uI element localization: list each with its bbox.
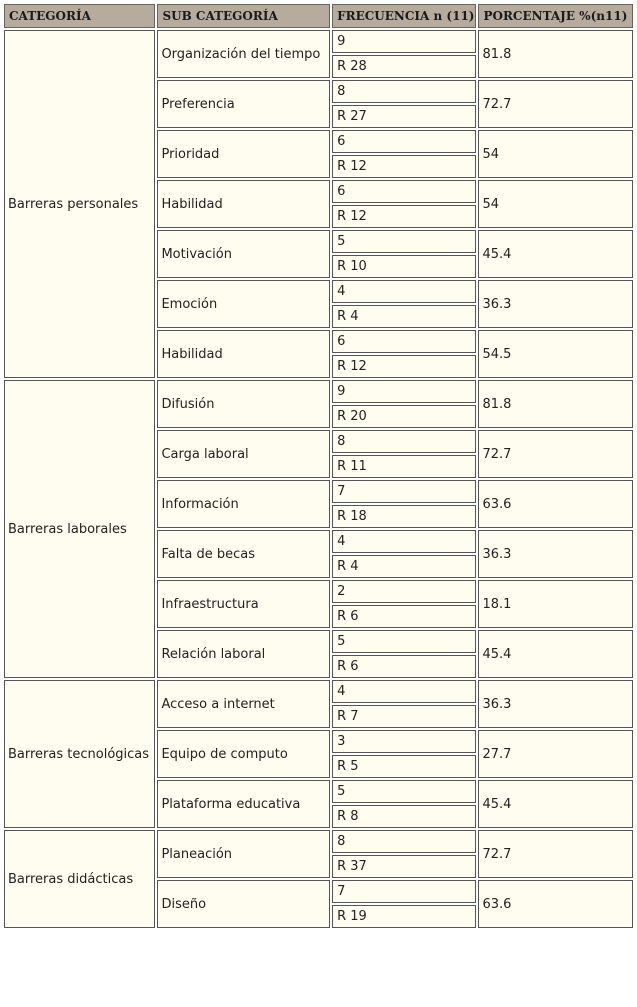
- frequency-cell: 2: [332, 580, 476, 603]
- frequency-cell: 6: [332, 180, 476, 203]
- reference-count-cell: R 18: [332, 505, 476, 528]
- frequency-cell: 8: [332, 80, 476, 103]
- header-sub-categoria: SUB CATEGORÍA: [157, 4, 330, 28]
- percentage-cell: 63.6: [478, 880, 633, 928]
- table-row: [4, 830, 633, 853]
- percentage-cell: 72.7: [478, 430, 633, 478]
- reference-count-cell: R 37: [332, 855, 476, 878]
- reference-count-cell: R 4: [332, 555, 476, 578]
- frequency-cell: 8: [332, 830, 476, 853]
- subcategory-cell: Emoción: [157, 280, 330, 328]
- subcategory-cell: Motivación: [157, 230, 330, 278]
- subcategory-cell: Prioridad: [157, 130, 330, 178]
- frequency-cell: 5: [332, 780, 476, 803]
- header-porcentaje: PORCENTAJE %(n11): [478, 4, 633, 28]
- reference-count-cell: R 12: [332, 155, 476, 178]
- percentage-cell: 54: [478, 130, 633, 178]
- header-row: [4, 4, 633, 28]
- category-cell: Barreras laborales: [4, 380, 155, 678]
- reference-count-cell: R 8: [332, 805, 476, 828]
- reference-count-cell: R 12: [332, 205, 476, 228]
- frequency-cell: 4: [332, 530, 476, 553]
- reference-count-cell: R 4: [332, 305, 476, 328]
- subcategory-cell: Difusión: [157, 380, 330, 428]
- header-categoria: CATEGORÍA: [4, 4, 155, 28]
- percentage-cell: 45.4: [478, 230, 633, 278]
- subcategory-cell: Preferencia: [157, 80, 330, 128]
- reference-count-cell: R 19: [332, 905, 476, 928]
- subcategory-cell: Carga laboral: [157, 430, 330, 478]
- frequency-cell: 5: [332, 630, 476, 653]
- frequency-cell: 9: [332, 30, 476, 53]
- percentage-cell: 72.7: [478, 80, 633, 128]
- percentage-cell: 27.7: [478, 730, 633, 778]
- subcategory-cell: Información: [157, 480, 330, 528]
- percentage-cell: 72.7: [478, 830, 633, 878]
- table-header: [4, 4, 633, 28]
- reference-count-cell: R 27: [332, 105, 476, 128]
- percentage-cell: 54.5: [478, 330, 633, 378]
- table-body: [4, 30, 633, 928]
- subcategory-cell: Falta de becas: [157, 530, 330, 578]
- reference-count-cell: R 6: [332, 655, 476, 678]
- reference-count-cell: R 10: [332, 255, 476, 278]
- reference-count-cell: R 7: [332, 705, 476, 728]
- frequency-cell: 7: [332, 480, 476, 503]
- frequency-cell: 5: [332, 230, 476, 253]
- percentage-cell: 45.4: [478, 780, 633, 828]
- percentage-cell: 45.4: [478, 630, 633, 678]
- reference-count-cell: R 28: [332, 55, 476, 78]
- table-row: [4, 30, 633, 53]
- reference-count-cell: R 12: [332, 355, 476, 378]
- subcategory-cell: Habilidad: [157, 180, 330, 228]
- percentage-cell: 18.1: [478, 580, 633, 628]
- category-cell: Barreras tecnológicas: [4, 680, 155, 828]
- subcategory-cell: Relación laboral: [157, 630, 330, 678]
- subcategory-cell: Habilidad: [157, 330, 330, 378]
- percentage-cell: 36.3: [478, 530, 633, 578]
- table-row: [4, 380, 633, 403]
- reference-count-cell: R 6: [332, 605, 476, 628]
- frequency-cell: 9: [332, 380, 476, 403]
- category-cell: Barreras personales: [4, 30, 155, 378]
- percentage-cell: 63.6: [478, 480, 633, 528]
- frequency-cell: 6: [332, 130, 476, 153]
- reference-count-cell: R 5: [332, 755, 476, 778]
- frequency-cell: 8: [332, 430, 476, 453]
- percentage-cell: 81.8: [478, 380, 633, 428]
- header-frecuencia: FRECUENCIA n (11): [332, 4, 476, 28]
- category-cell: Barreras didácticas: [4, 830, 155, 928]
- subcategory-cell: Diseño: [157, 880, 330, 928]
- frequency-cell: 4: [332, 680, 476, 703]
- reference-count-cell: R 11: [332, 455, 476, 478]
- subcategory-cell: Infraestructura: [157, 580, 330, 628]
- percentage-cell: 36.3: [478, 280, 633, 328]
- table-row: [4, 680, 633, 703]
- subcategory-cell: Organización del tiempo: [157, 30, 330, 78]
- frequency-cell: 7: [332, 880, 476, 903]
- subcategory-cell: Acceso a internet: [157, 680, 330, 728]
- percentage-cell: 54: [478, 180, 633, 228]
- frequency-cell: 3: [332, 730, 476, 753]
- subcategory-cell: Planeación: [157, 830, 330, 878]
- frequency-cell: 6: [332, 330, 476, 353]
- percentage-cell: 81.8: [478, 30, 633, 78]
- subcategory-cell: Equipo de computo: [157, 730, 330, 778]
- frequency-cell: 4: [332, 280, 476, 303]
- subcategory-cell: Plataforma educativa: [157, 780, 330, 828]
- barriers-table: [2, 2, 635, 930]
- percentage-cell: 36.3: [478, 680, 633, 728]
- reference-count-cell: R 20: [332, 405, 476, 428]
